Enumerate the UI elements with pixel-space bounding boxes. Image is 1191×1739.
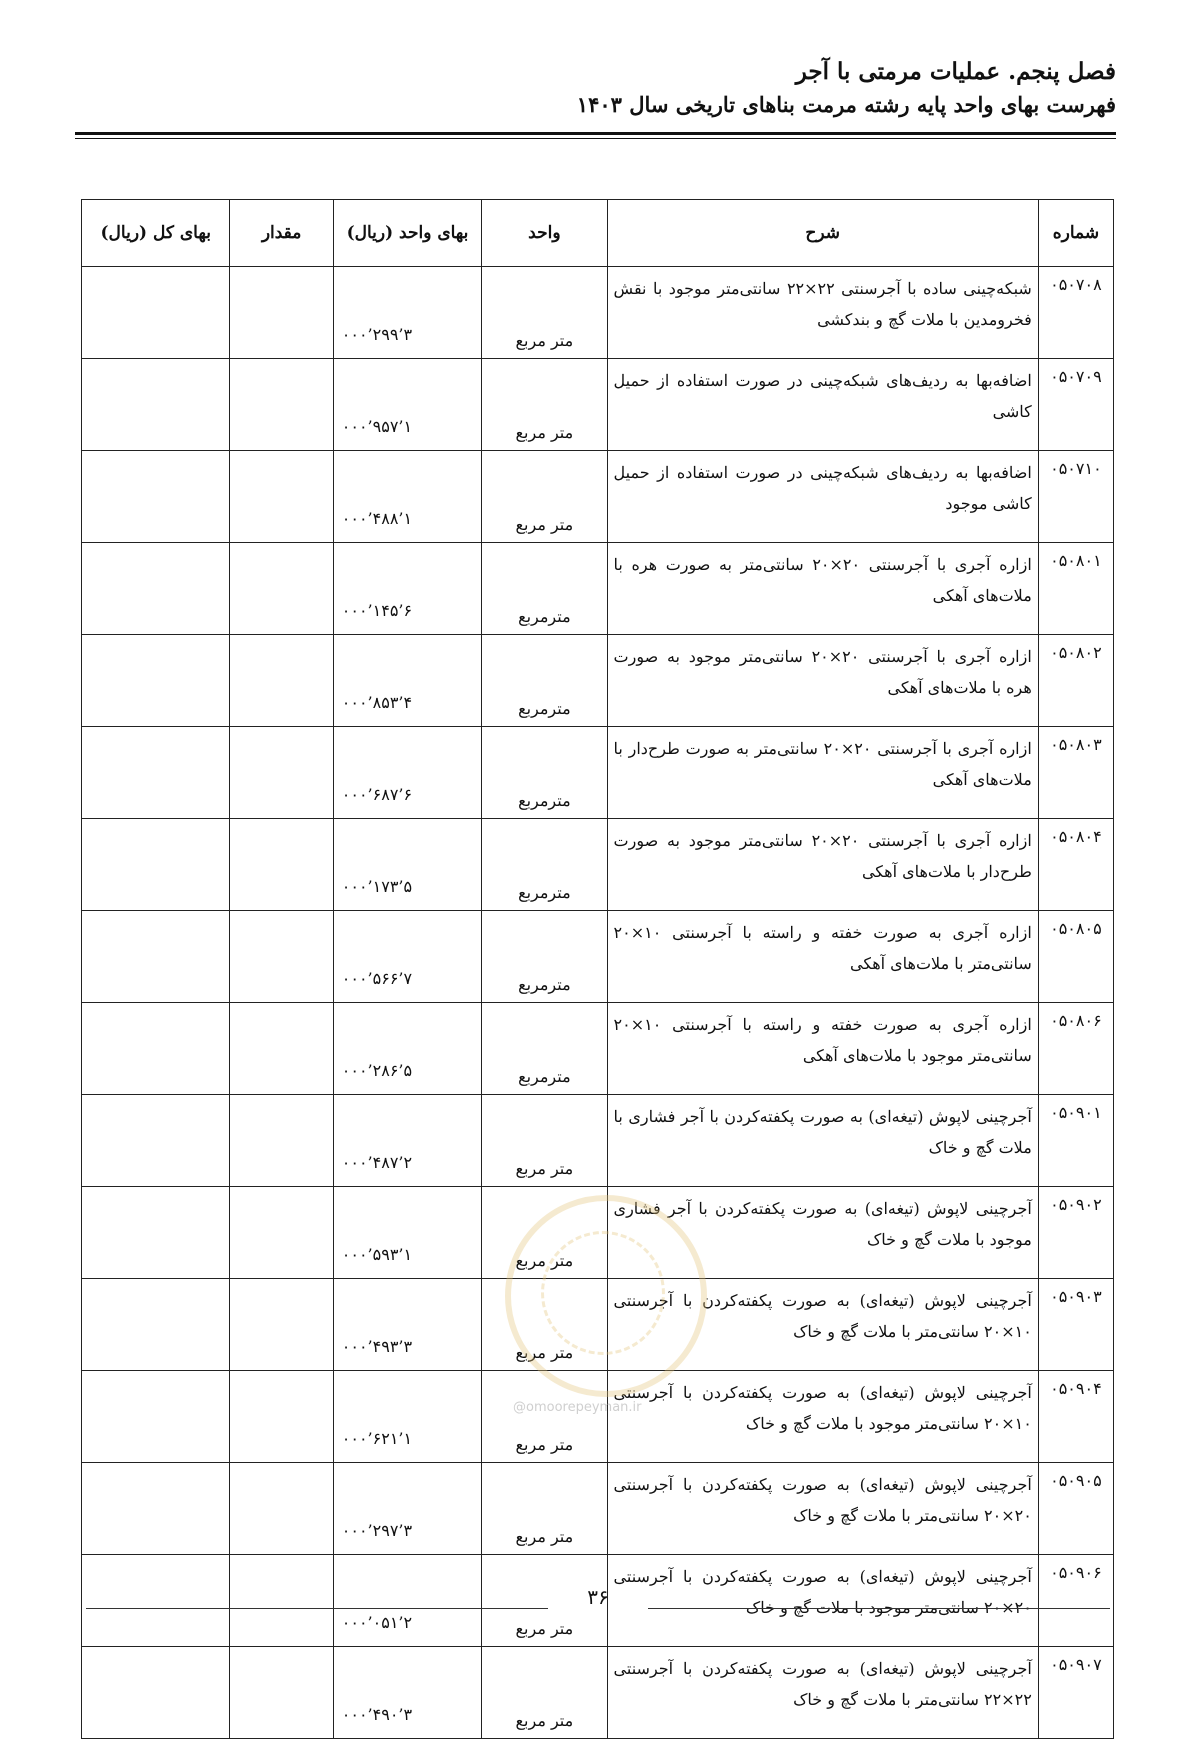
header-number: شماره — [1038, 200, 1113, 267]
cell-unit: متر مربع — [482, 1279, 607, 1371]
cell-description: اضافه‌بها به ردیف‌های شبکه‌چینی در صورت استفاده از حمیل کاشی موجود — [607, 451, 1038, 543]
cell-quantity — [230, 451, 333, 543]
table-row — [82, 819, 1114, 911]
cell-description: ازاره آجری با آجرسنتی ۲۰×۲۰ سانتی‌متر موجود به صورت طرح‌دار با ملات‌های آهکی — [607, 819, 1038, 911]
header-description: شرح — [607, 200, 1038, 267]
price-list-table — [81, 199, 1114, 1739]
cell-unit-price: ۱’۵۹۳’۰۰۰ — [333, 1187, 481, 1279]
cell-description: آجرچینی لاپوش (تیغه‌ای) به صورت پکفته‌کردن با آجرسنتی ۱۰×۲۰ سانتی‌متر موجود با ملات گچ و خاک — [607, 1371, 1038, 1463]
table-header-row — [82, 200, 1114, 267]
cell-description: اضافه‌بها به ردیف‌های شبکه‌چینی در صورت استفاده از حمیل کاشی — [607, 359, 1038, 451]
cell-number: ۰۵۰۸۰۱ — [1038, 543, 1113, 635]
cell-number: ۰۵۰۸۰۶ — [1038, 1003, 1113, 1095]
cell-number: ۰۵۰۹۰۱ — [1038, 1095, 1113, 1187]
header-rule-thin — [75, 138, 1116, 139]
cell-description: آجرچینی لاپوش (تیغه‌ای) به صورت پکفته‌کردن با آجرسنتی ۱۰×۲۰ سانتی‌متر با ملات گچ و خاک — [607, 1279, 1038, 1371]
cell-unit: مترمربع — [482, 911, 607, 1003]
cell-unit: متر مربع — [482, 1463, 607, 1555]
cell-number: ۰۵۰۹۰۲ — [1038, 1187, 1113, 1279]
cell-unit-price: ۵’۲۸۶’۰۰۰ — [333, 1003, 481, 1095]
cell-description: آجرچینی لاپوش (تیغه‌ای) به صورت پکفته‌کردن با آجرسنتی ۲۰×۲۰ سانتی‌متر با ملات گچ و خاک — [607, 1463, 1038, 1555]
cell-quantity — [230, 1187, 333, 1279]
cell-description: آجرچینی لاپوش (تیغه‌ای) به صورت پکفته‌کردن با آجرسنتی ۲۲×۲۲ سانتی‌متر با ملات گچ و خاک — [607, 1647, 1038, 1739]
cell-description: ازاره آجری به صورت خفته و راسته با آجرسنتی ۱۰×۲۰ سانتی‌متر با ملات‌های آهکی — [607, 911, 1038, 1003]
cell-total-price — [82, 543, 230, 635]
cell-quantity — [230, 1095, 333, 1187]
cell-quantity — [230, 359, 333, 451]
table-row — [82, 1095, 1114, 1187]
table-row — [82, 1463, 1114, 1555]
cell-number: ۰۵۰۸۰۵ — [1038, 911, 1113, 1003]
cell-unit: متر مربع — [482, 1371, 607, 1463]
cell-unit: مترمربع — [482, 819, 607, 911]
cell-description: آجرچینی لاپوش (تیغه‌ای) به صورت پکفته‌کردن با آجر فشاری موجود با ملات گچ و خاک — [607, 1187, 1038, 1279]
cell-total-price — [82, 1003, 230, 1095]
cell-quantity — [230, 543, 333, 635]
cell-total-price — [82, 1095, 230, 1187]
cell-total-price — [82, 727, 230, 819]
cell-total-price — [82, 911, 230, 1003]
table-row — [82, 1371, 1114, 1463]
cell-unit-price: ۲’۴۸۷’۰۰۰ — [333, 1095, 481, 1187]
footer-rule-left — [86, 1608, 548, 1609]
cell-description: ازاره آجری به صورت خفته و راسته با آجرسنتی ۱۰×۲۰ سانتی‌متر موجود با ملات‌های آهکی — [607, 1003, 1038, 1095]
cell-total-price — [82, 267, 230, 359]
cell-total-price — [82, 1187, 230, 1279]
cell-unit-price: ۱’۴۸۸’۰۰۰ — [333, 451, 481, 543]
cell-unit: متر مربع — [482, 1555, 607, 1647]
cell-unit-price: ۳’۴۹۳’۰۰۰ — [333, 1279, 481, 1371]
cell-unit-price: ۷’۵۶۶’۰۰۰ — [333, 911, 481, 1003]
cell-total-price — [82, 1555, 230, 1647]
cell-unit: مترمربع — [482, 543, 607, 635]
cell-quantity — [230, 911, 333, 1003]
cell-total-price — [82, 359, 230, 451]
cell-number: ۰۵۰۹۰۶ — [1038, 1555, 1113, 1647]
cell-number: ۰۵۰۷۰۹ — [1038, 359, 1113, 451]
cell-unit-price: ۳’۲۹۷’۰۰۰ — [333, 1463, 481, 1555]
cell-unit-price: ۳’۲۹۹’۰۰۰ — [333, 267, 481, 359]
header-unit: واحد — [482, 200, 607, 267]
cell-total-price — [82, 1463, 230, 1555]
cell-description: ازاره آجری با آجرسنتی ۲۰×۲۰ سانتی‌متر به صورت هره با ملات‌های آهکی — [607, 543, 1038, 635]
cell-quantity — [230, 1463, 333, 1555]
table-row — [82, 543, 1114, 635]
cell-total-price — [82, 451, 230, 543]
cell-quantity — [230, 1003, 333, 1095]
cell-total-price — [82, 1371, 230, 1463]
cell-unit-price: ۲’۰۵۱’۰۰۰ — [333, 1555, 481, 1647]
cell-number: ۰۵۰۷۰۸ — [1038, 267, 1113, 359]
cell-description: ازاره آجری با آجرسنتی ۲۰×۲۰ سانتی‌متر به صورت طرح‌دار با ملات‌های آهکی — [607, 727, 1038, 819]
cell-total-price — [82, 635, 230, 727]
cell-number: ۰۵۰۹۰۴ — [1038, 1371, 1113, 1463]
cell-unit-price: ۱’۹۵۷’۰۰۰ — [333, 359, 481, 451]
cell-description: آجرچینی لاپوش (تیغه‌ای) به صورت پکفته‌کردن با آجر فشاری با ملات گچ و خاک — [607, 1095, 1038, 1187]
table-row — [82, 267, 1114, 359]
table-row — [82, 635, 1114, 727]
header-unit-price: بهای واحد (ریال) — [333, 200, 481, 267]
cell-description: ازاره آجری با آجرسنتی ۲۰×۲۰ سانتی‌متر موجود به صورت هره با ملات‌های آهکی — [607, 635, 1038, 727]
page-number: ۳۶ — [587, 1585, 609, 1609]
header-quantity: مقدار — [230, 200, 333, 267]
cell-quantity — [230, 727, 333, 819]
chapter-title: فصل پنجم. عملیات مرمتی با آجر — [795, 58, 1116, 85]
cell-description: شبکه‌چینی ساده با آجرسنتی ۲۲×۲۲ سانتی‌متر موجود با نقش فخرومدین با ملات گچ و بندکشی — [607, 267, 1038, 359]
cell-number: ۰۵۰۸۰۲ — [1038, 635, 1113, 727]
document-subtitle: فهرست بهای واحد پایه رشته مرمت بناهای تاریخی سال ۱۴۰۳ — [576, 92, 1116, 117]
cell-quantity — [230, 1279, 333, 1371]
table-body — [82, 267, 1114, 1739]
cell-quantity — [230, 1555, 333, 1647]
cell-unit: مترمربع — [482, 727, 607, 819]
cell-unit-price: ۵’۱۷۳’۰۰۰ — [333, 819, 481, 911]
cell-number: ۰۵۰۹۰۷ — [1038, 1647, 1113, 1739]
cell-total-price — [82, 1279, 230, 1371]
cell-unit: متر مربع — [482, 267, 607, 359]
table-row — [82, 451, 1114, 543]
cell-unit: متر مربع — [482, 1187, 607, 1279]
cell-quantity — [230, 1371, 333, 1463]
cell-unit: مترمربع — [482, 1003, 607, 1095]
cell-number: ۰۵۰۹۰۳ — [1038, 1279, 1113, 1371]
cell-unit: متر مربع — [482, 1647, 607, 1739]
cell-number: ۰۵۰۸۰۳ — [1038, 727, 1113, 819]
table-row — [82, 1003, 1114, 1095]
cell-quantity — [230, 267, 333, 359]
cell-unit-price: ۶’۶۸۷’۰۰۰ — [333, 727, 481, 819]
cell-unit-price: ۶’۱۴۵’۰۰۰ — [333, 543, 481, 635]
footer-rule-right — [648, 1608, 1110, 1609]
cell-unit: متر مربع — [482, 359, 607, 451]
cell-unit: متر مربع — [482, 451, 607, 543]
table-row — [82, 359, 1114, 451]
table-row — [82, 1647, 1114, 1739]
table-row — [82, 1279, 1114, 1371]
watermark-text: @omoorepeyman.ir — [513, 1400, 642, 1415]
cell-number: ۰۵۰۷۱۰ — [1038, 451, 1113, 543]
table-row — [82, 1187, 1114, 1279]
cell-unit-price: ۴’۸۵۳’۰۰۰ — [333, 635, 481, 727]
cell-number: ۰۵۰۸۰۴ — [1038, 819, 1113, 911]
cell-total-price — [82, 1647, 230, 1739]
cell-unit-price: ۳’۴۹۰’۰۰۰ — [333, 1647, 481, 1739]
cell-unit: مترمربع — [482, 635, 607, 727]
table-row — [82, 911, 1114, 1003]
cell-total-price — [82, 819, 230, 911]
cell-quantity — [230, 1647, 333, 1739]
cell-description: آجرچینی لاپوش (تیغه‌ای) به صورت پکفته‌کردن با آجرسنتی ۲۰×۲۰ سانتی‌متر موجود با ملات گچ و خاک — [607, 1555, 1038, 1647]
table-row — [82, 727, 1114, 819]
header-rule-thick — [75, 132, 1116, 135]
page-header — [75, 55, 1116, 121]
header-total-price: بهای کل (ریال) — [82, 200, 230, 267]
cell-quantity — [230, 635, 333, 727]
cell-number: ۰۵۰۹۰۵ — [1038, 1463, 1113, 1555]
cell-unit-price: ۱’۶۲۱’۰۰۰ — [333, 1371, 481, 1463]
cell-unit: متر مربع — [482, 1095, 607, 1187]
cell-quantity — [230, 819, 333, 911]
